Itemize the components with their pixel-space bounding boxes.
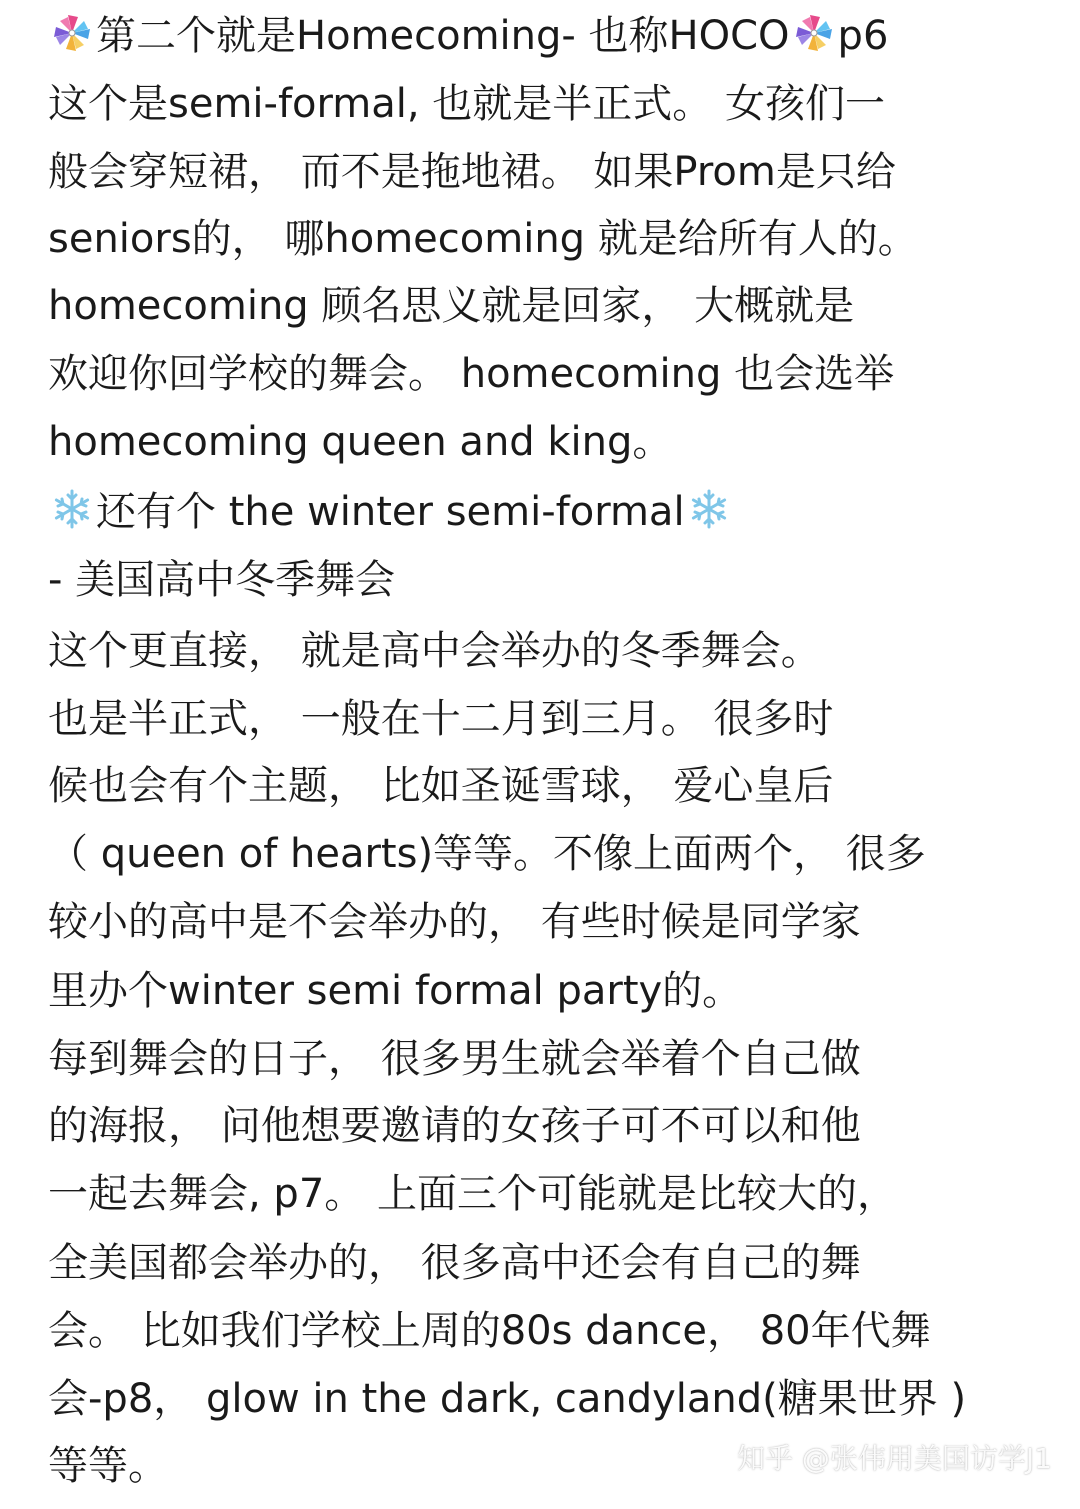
text-line-5: homecoming 顾名思义就是回家， 大概就是 [48, 283, 855, 329]
text-line-19: 全美国都会举办的， 很多高中还会有自己的舞 [48, 1240, 861, 1286]
text-line-15: 里办个winter semi formal party的。 [48, 968, 743, 1014]
line-8-text: 还有个 the winter semi-formal [96, 489, 685, 535]
text-line-1 [48, 2, 888, 70]
text-line-4: seniors的， 哪homecoming 就是给所有人的。 [48, 216, 918, 262]
line-1-suffix: p6 [837, 13, 889, 59]
text-line-8 [48, 478, 733, 546]
text-line-22: 等等。 [48, 1443, 168, 1489]
text-line-14: 较小的高中是不会举办的， 有些时候是同学家 [48, 899, 861, 945]
text-line-18: 一起去舞会, p7。 上面三个可能就是比较大的， [48, 1171, 897, 1217]
text-line-11: 也是半正式， 一般在十二月到三月。 很多时 [48, 696, 834, 742]
pinwheel-icon [792, 11, 836, 55]
text-line-2: 这个是semi-formal, 也就是半正式。 女孩们一 [48, 81, 885, 127]
pinwheel-icon [50, 11, 94, 55]
text-line-10: 这个更直接， 就是高中会举办的冬季舞会。 [48, 628, 821, 674]
text-line-6: 欢迎你回学校的舞会。 homecoming 也会选举 [48, 351, 895, 397]
text-line-20: 会。 比如我们学校上周的80s dance， 80年代舞 [48, 1308, 931, 1354]
text-line-7: homecoming queen and king。 [48, 419, 673, 465]
line-1-text: 第二个就是Homecoming- 也称HOCO [96, 13, 790, 59]
watermark-text: 知乎 @张伟用美国访学J1 [737, 1442, 1052, 1475]
snowflake-icon [50, 487, 94, 531]
text-line-16: 每到舞会的日子， 很多男生就会举着个自己做 [48, 1036, 861, 1082]
text-line-21: 会-p8， glow in the dark, candyland(糖果世界 ) [48, 1376, 967, 1422]
snowflake-icon [687, 487, 731, 531]
text-line-17: 的海报， 问他想要邀请的女孩子可不可以和他 [48, 1103, 861, 1149]
text-line-3: 般会穿短裙， 而不是拖地裙。 如果Prom是只给 [48, 149, 896, 195]
text-line-13: （ queen of hearts)等等。不像上面两个， 很多 [48, 831, 926, 877]
text-line-9: - 美国高中冬季舞会 [48, 557, 396, 603]
text-line-12: 候也会有个主题， 比如圣诞雪球， 爱心皇后 [48, 763, 834, 809]
